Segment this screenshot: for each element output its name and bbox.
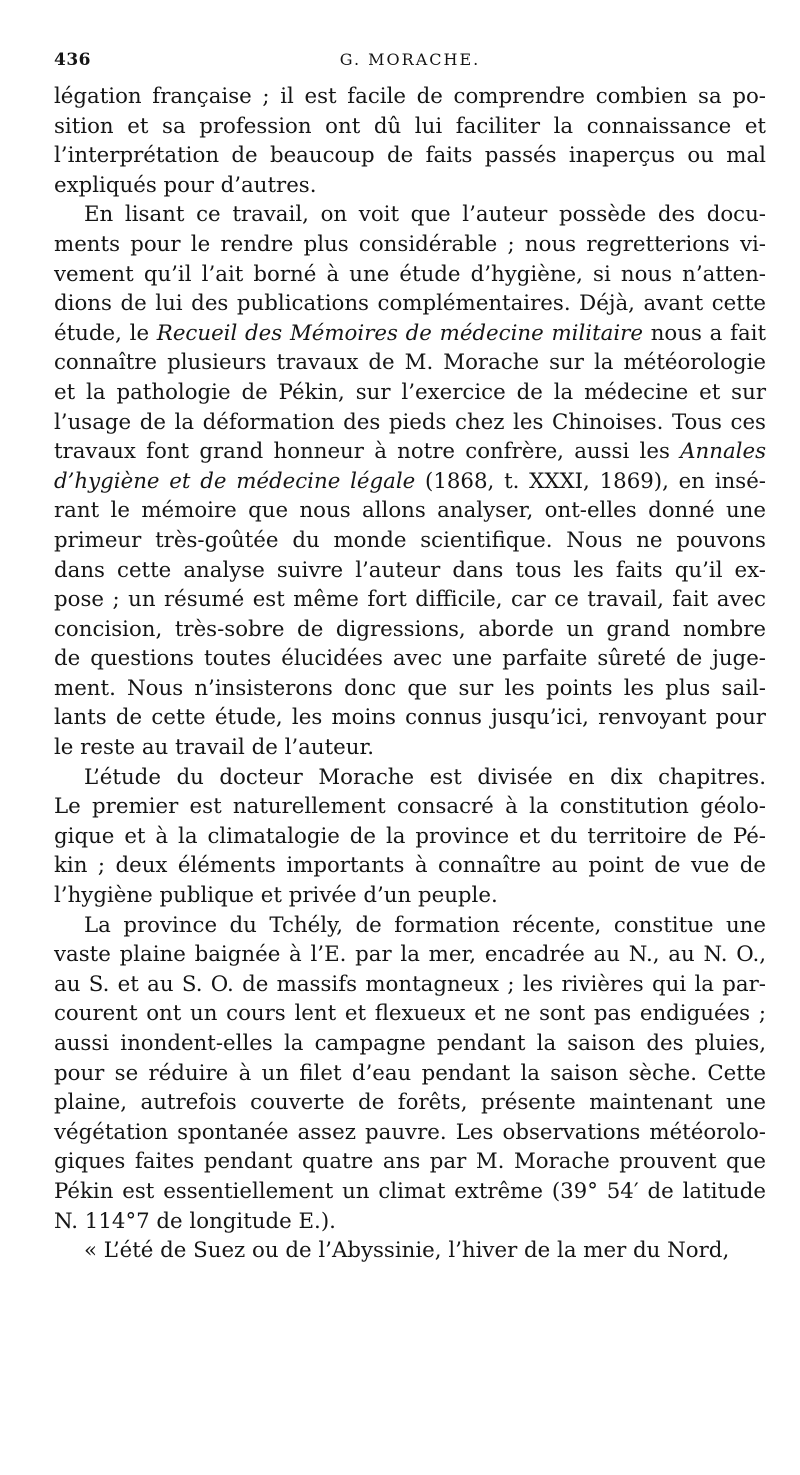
- paragraph: [54, 911, 766, 1237]
- running-head: [54, 50, 766, 82]
- text-line: d’hygiène et de médecine légale (1868, t. XXXI, 1869), en insé-: [54, 468, 766, 494]
- paragraph: [54, 200, 766, 762]
- text-line: N. 114°7 de longitude E.).: [54, 1208, 336, 1234]
- paragraph: [54, 763, 766, 911]
- text-line: vement qu’il l’ait borné à une étude d’hygiène, si nous n’atten-: [54, 261, 766, 287]
- text-line: L’étude du docteur Morache est divisée en dix chapitres.: [84, 764, 766, 790]
- text-line: sition et sa profession ont dû lui faciliter la connaissance et: [54, 113, 766, 139]
- text-line: kin ; deux éléments importants à connaître au point de vue de: [54, 853, 766, 879]
- text-line: gique et à la climatalogie de la province et du territoire de Pé-: [54, 823, 766, 849]
- text-line: pour se réduire à un filet d’eau pendant la saison sèche. Cette: [54, 1060, 766, 1086]
- body-text: [54, 82, 766, 1266]
- text-line: légation française ; il est facile de comprendre combien sa po-: [54, 84, 766, 109]
- text-line: lants de cette étude, les moins connus jusqu’ici, renvoyant pour: [54, 705, 766, 731]
- text-line: La province du Tchély, de formation récente, constitue une: [84, 912, 766, 938]
- text-line: végétation spontanée assez pauvre. Les observations météorolo-: [54, 1119, 766, 1145]
- text-line: l’hygiène publique et privée d’un peuple.: [54, 883, 498, 909]
- text-line: au S. et au S. O. de massifs montagneux ; les rivières qui la par-: [54, 971, 766, 997]
- text-line: concision, très-sobre de digressions, aborde un grand nombre: [54, 616, 766, 642]
- text-line: l’interprétation de beaucoup de faits passés inaperçus ou mal: [54, 143, 766, 169]
- text-line: rant le mémoire que nous allons analyser, ont-elles donné une: [54, 498, 766, 524]
- text-line: dions de lui des publications complémentaires. Déjà, avant cette: [54, 291, 766, 317]
- text-line: En lisant ce travail, on voit que l’auteur possède des docu-: [84, 202, 766, 228]
- text-line: pose ; un résumé est même fort difficile, car ce travail, fait avec: [54, 587, 766, 613]
- text-line: aussi inondent-elles la campagne pendant la saison des pluies,: [54, 1031, 766, 1056]
- italic-title: Recueil des Mémoires de médecine militaire: [156, 320, 643, 346]
- text-line: expliqués pour d’autres.: [54, 172, 317, 198]
- text-line: primeur très-goûtée du monde scientifique. Nous ne pouvons: [54, 527, 766, 553]
- text-line: et la pathologie de Pékin, sur l’exercice de la médecine et sur: [54, 379, 766, 405]
- text-line: plaine, autrefois couverte de forêts, présente maintenant une: [54, 1090, 766, 1116]
- text-line: vaste plaine baignée à l’E. par la mer, encadrée au N., au N. O.,: [54, 942, 766, 968]
- text-line: étude, le Recueil des Mémoires de médecine militaire nous a fait: [54, 320, 767, 346]
- text-line: dans cette analyse suivre l’auteur dans tous les faits qu’il ex-: [54, 557, 766, 583]
- text-line: Pékin est essentiellement un climat extrême (39° 54′ de latitude: [54, 1178, 766, 1204]
- running-title: G. MORACHE.: [339, 50, 481, 69]
- text-line: travaux font grand honneur à notre confrère, aussi les Annales: [54, 439, 766, 465]
- text-line: de questions toutes élucidées avec une parfaite sûreté de juge-: [54, 646, 766, 672]
- text-line: l’usage de la déformation des pieds chez les Chinoises. Tous ces: [54, 409, 766, 435]
- text-line: connaître plusieurs travaux de M. Morache sur la météorologie: [54, 350, 766, 376]
- paragraph: [54, 1236, 766, 1266]
- text-line: le reste au travail de l’auteur.: [54, 735, 375, 761]
- text-line: ments pour le rendre plus considérable ; nous regretterions vi-: [54, 231, 766, 257]
- italic-title: d’hygiène et de médecine légale: [54, 468, 416, 494]
- text-line: Le premier est naturellement consacré à la constitution géolo-: [54, 794, 766, 820]
- page-number: 436: [54, 50, 91, 70]
- italic-title: Annales: [680, 439, 766, 465]
- book-page: [54, 50, 766, 1266]
- text-line: giques faites pendant quatre ans par M. Morache prouvent que: [54, 1149, 766, 1175]
- text-line: courent ont un cours lent et flexueux et ne sont pas endiguées ;: [54, 1001, 766, 1027]
- text-line: « L’été de Suez ou de l’Abyssinie, l’hiver de la mer du Nord,: [84, 1238, 730, 1264]
- paragraph: [54, 82, 766, 200]
- text-line: ment. Nous n’insisterons donc que sur les points les plus sail-: [54, 675, 766, 701]
